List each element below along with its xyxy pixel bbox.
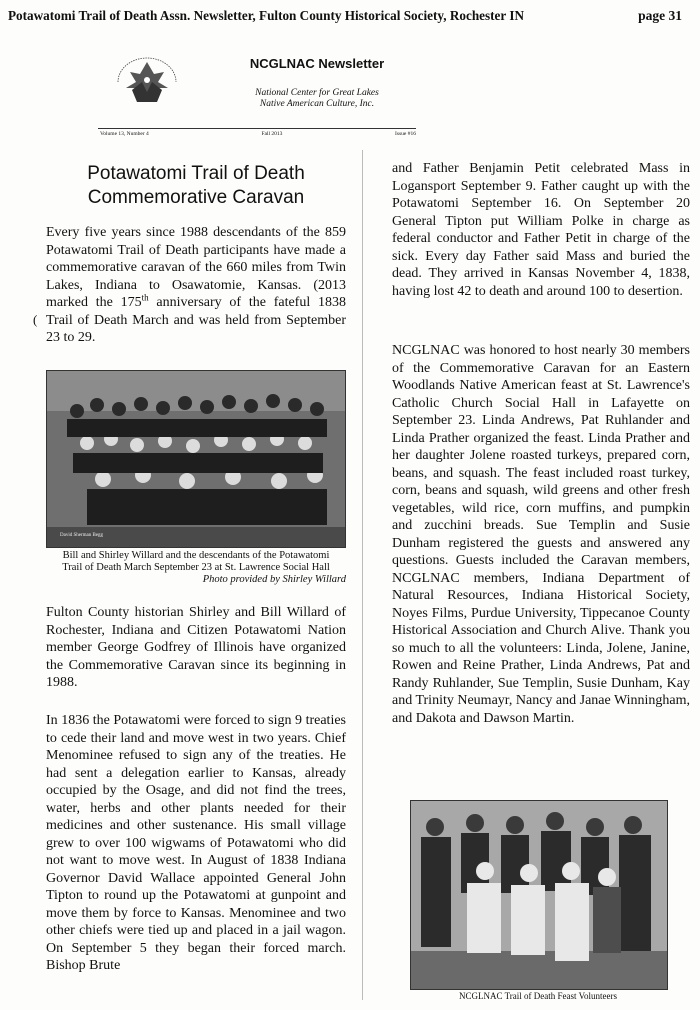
- photo2-caption: NCGLNAC Trail of Death Feast Volunteers: [459, 991, 617, 1001]
- margin-mark: (: [33, 312, 38, 327]
- right-column-paragraph-2: NCGLNAC was honored to host nearly 30 members of the Commemorative Caravan for an Eastern Woodlands Native American feast at St. Lawrence's Catholic Church Social Hall in Lafayette on September 23. Linda Andrews, Pat Ruhlander and Linda Prather organized the feast. Linda Prather and her daughter Jolene roasted turkeys, prepared corn, beans, and squash. The feast included roast turkey, corn, beans and squash, wild greens and other fresh vegetables, wild rice, corn muffins, and pumpkin and zucchini breads. Sue Templin and Susie Dunham registered the guests and answered any questions. Guests included the Caravan members, NCGLNAC members, Indiana Department of Natural Resources, Indiana Historical Society, Noyes Films, Purdue University, Tippecanoe County Historical Association and Church Alive. Thank you so much to all the volunteers: Linda, Jolene, Janine, Rowen and Reine Prather, Linda Andrews, Pat and Randy Ruhlander, Sue Templin, Susie Dunham, Kay and Trinity Neumayr, Nancy and Janae Winningham, and Dakota and Dawson Martin.: [392, 343, 691, 726]
- newsletter-subtitle-line1: National Center for Great Lakes: [255, 88, 379, 98]
- newsletter-subtitle-line2: Native American Culture, Inc.: [259, 99, 375, 109]
- volume-number: Volume 13, Number 4: [100, 131, 149, 137]
- para1-superscript: th: [141, 292, 149, 303]
- ncglnac-logo-icon: [112, 52, 182, 110]
- column-divider: [362, 150, 363, 1000]
- para1-text-a: Every five years since 1988 descendants of the 859 Potawatomi Trail of Death participants have made a commemorative caravan of the 660 miles from Twin Lakes, Indiana to Osawatomie, Kansas. (2013 marked the 175: [46, 225, 346, 310]
- feast-volunteers-photo: [410, 800, 668, 990]
- newsletter-title: NCGLNAC Newsletter: [249, 56, 385, 71]
- running-head: Potawatomi Trail of Death Assn. Newsletter, Fulton County Historical Society, Rochester IN: [8, 8, 524, 23]
- photo-watermark: David Sherman Begg: [60, 533, 104, 538]
- issue-number: Issue #16: [395, 131, 416, 137]
- caravan-group-photo: [46, 370, 346, 548]
- photo1-caption-line2: Trail of Death March September 23 at St. Lawrence Social Hall: [62, 562, 330, 573]
- photo1-caption-line1: Bill and Shirley Willard and the descendants of the Potawatomi: [62, 550, 330, 561]
- para1-text-b: anniversary of the fateful 1838 Trail of Death March and was held from September 23 to 29.: [46, 295, 346, 345]
- volume-line: [100, 131, 416, 137]
- article-paragraph-3: In 1836 the Potawatomi were forced to sign 9 treaties to cede their land and move west in two years. Chief Menominee refused to sign any of the treaties. He had sent a delegation earlier to Kansas, already occupied by the Osage, and did not find the trees, water, herbs and other plants needed for their medicines and other sustenance. His small village grew to over 100 wigwams of Potawatomi who did not want to move west. In August of 1838 Indiana Governor David Wallace appointed General John Tipton to round up the Potawatomi at gunpoint and move them by force to Kansas. Menominee and two other chiefs were tied up and placed in a jail wagon. On September 5 they began their forced march. Bishop Brute: [46, 713, 346, 973]
- article-title-line1: Potawatomi Trail of Death: [87, 163, 305, 184]
- masthead-rule: [98, 128, 416, 129]
- photo1-credit: Photo provided by Shirley Willard: [202, 574, 346, 585]
- article-title-line2: Commemorative Caravan: [87, 187, 305, 208]
- newsletter-subtitle: [232, 88, 402, 110]
- article-title: [46, 162, 346, 210]
- issue-season: Fall 2013: [261, 131, 283, 137]
- right-column-paragraph-1: and Father Benjamin Petit celebrated Mass in Logansport September 9. Father caught up with the Potawatomi September 16. On September 20 General Tipton put William Polke in charge as federal conductor and Father Petit in charge of the sick. Every day Father said Mass and buried the dead. They arrived in Kansas November 4, 1838, having lost 42 to death and around 100 to desertion.: [392, 161, 690, 299]
- article-paragraph-1: [46, 224, 346, 347]
- page-number: page 31: [638, 8, 682, 23]
- photo1-caption: [46, 550, 346, 574]
- article-paragraph-2: Fulton County historian Shirley and Bill Willard of Rochester, Indiana and Citizen Potawatomi Nation member George Godfrey of Illinois have organized the Commemorative Caravan since its beginning in 1988.: [46, 605, 346, 690]
